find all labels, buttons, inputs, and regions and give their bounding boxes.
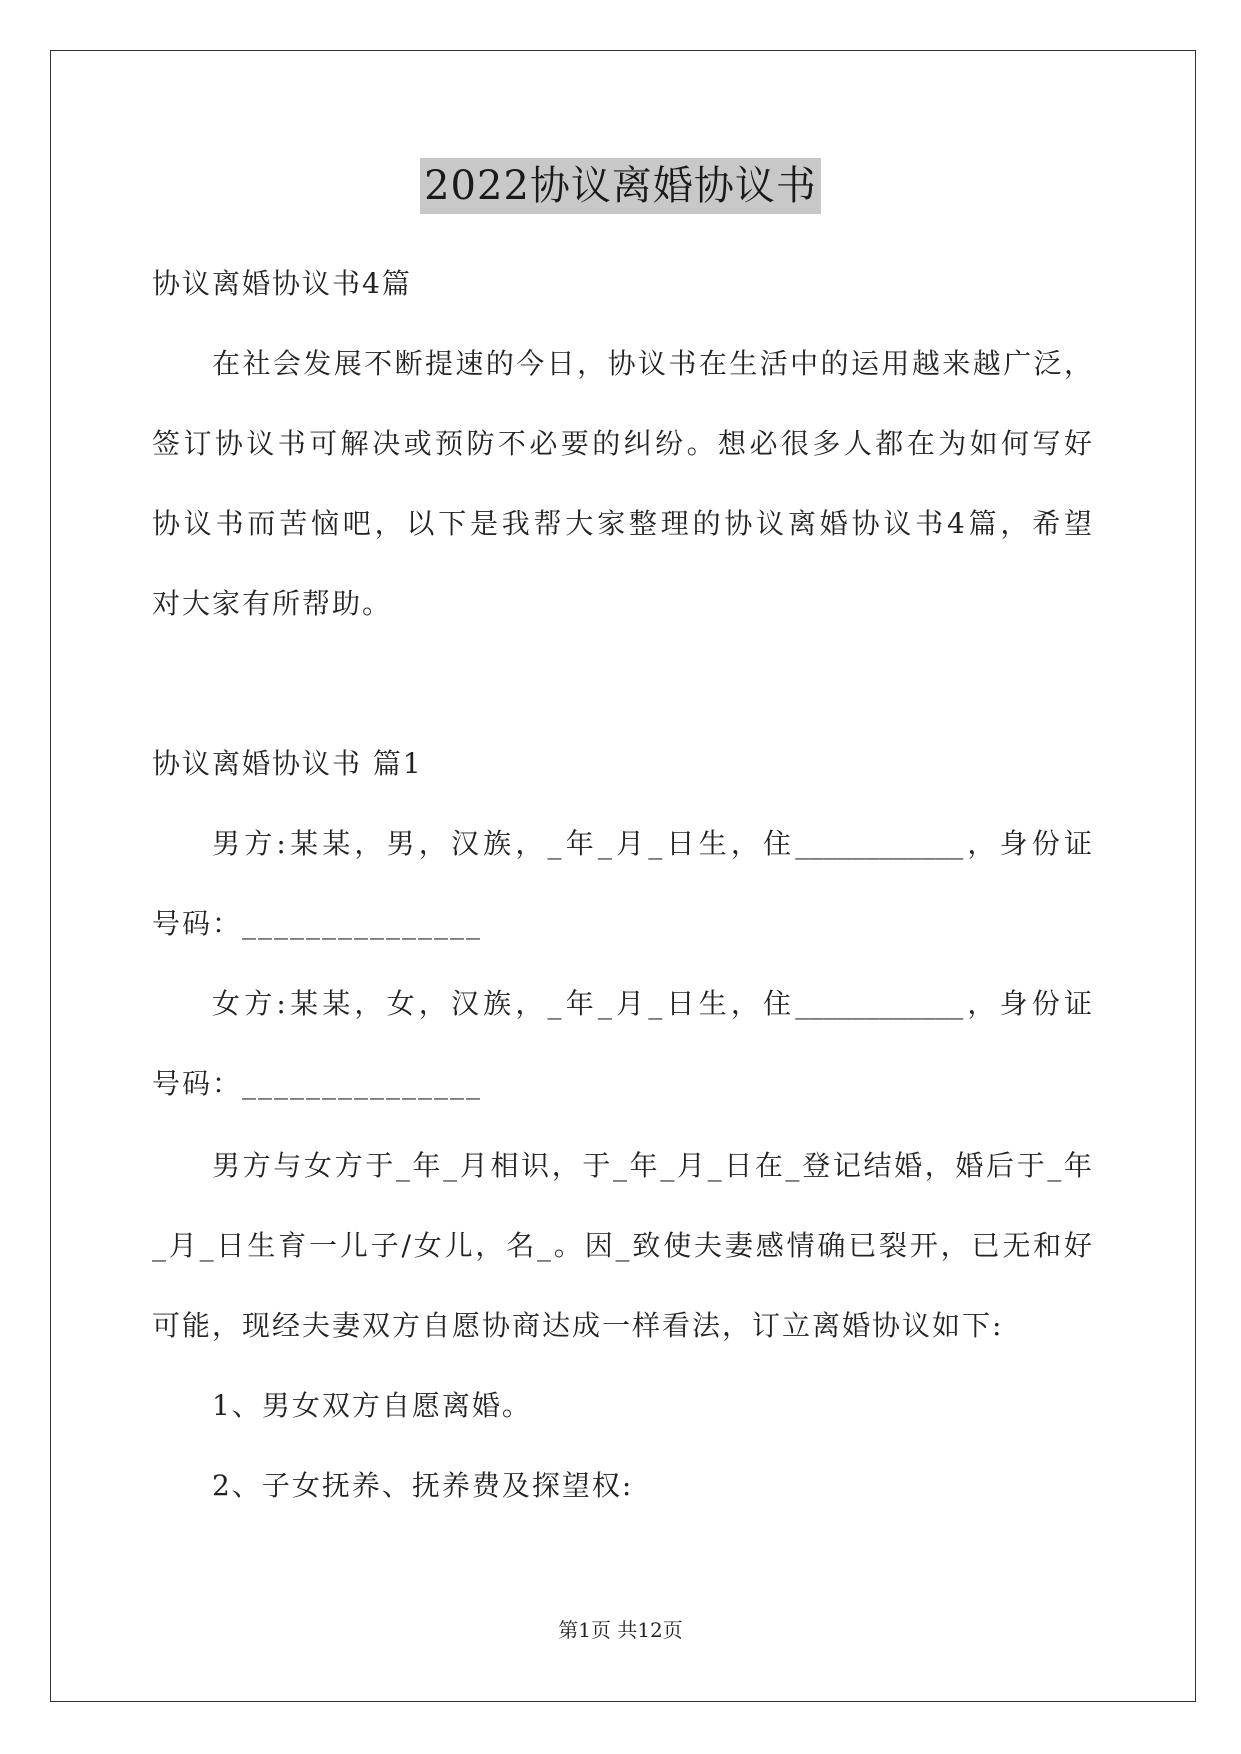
title-container [0,158,1241,214]
clause-1: 1、男女双方自愿离婚。 [212,1389,532,1422]
intro-line-1: 在社会发展不断提速的今日，协议书在生活中的运用越来越广泛， [212,347,1092,380]
intro-line-4: 对大家有所帮助。 [152,587,393,620]
intro-line-3: 协议书而苦恼吧，以下是我帮大家整理的协议离婚协议书4篇，希望 [152,507,1092,540]
female-party-line-1: 女方:某某，女，汉族，_年_月_日生，住____________，身份证 [212,987,1092,1020]
section-heading: 协议离婚协议书 篇1 [152,747,423,780]
intro-line-2: 签订协议书可解决或预防不必要的纠纷。想必很多人都在为如何写好 [152,427,1092,460]
male-party-line-1: 男方:某某，男，汉族，_年_月_日生，住____________，身份证 [212,827,1092,860]
body-paragraph-line-3: 可能，现经夫妻双方自愿协商达成一样看法，订立离婚协议如下: [152,1309,1004,1342]
subtitle-line: 协议离婚协议书4篇 [152,267,412,300]
document-title: 2022协议离婚协议书 [420,158,821,214]
body-paragraph-line-1: 男方与女方于_年_月相识，于_年_月_日在_登记结婚，婚后于_年 [212,1149,1092,1182]
body-paragraph-line-2: _月_日生育一儿子/女儿，名_。因_致使夫妻感情确已裂开，已无和好 [152,1229,1092,1262]
female-party-line-2: 号码：_______________ [152,1067,483,1100]
clause-2: 2、子女抚养、抚养费及探望权: [212,1469,634,1502]
page-footer: 第1页 共12页 [558,1618,683,1642]
male-party-line-2: 号码：_______________ [152,907,483,940]
